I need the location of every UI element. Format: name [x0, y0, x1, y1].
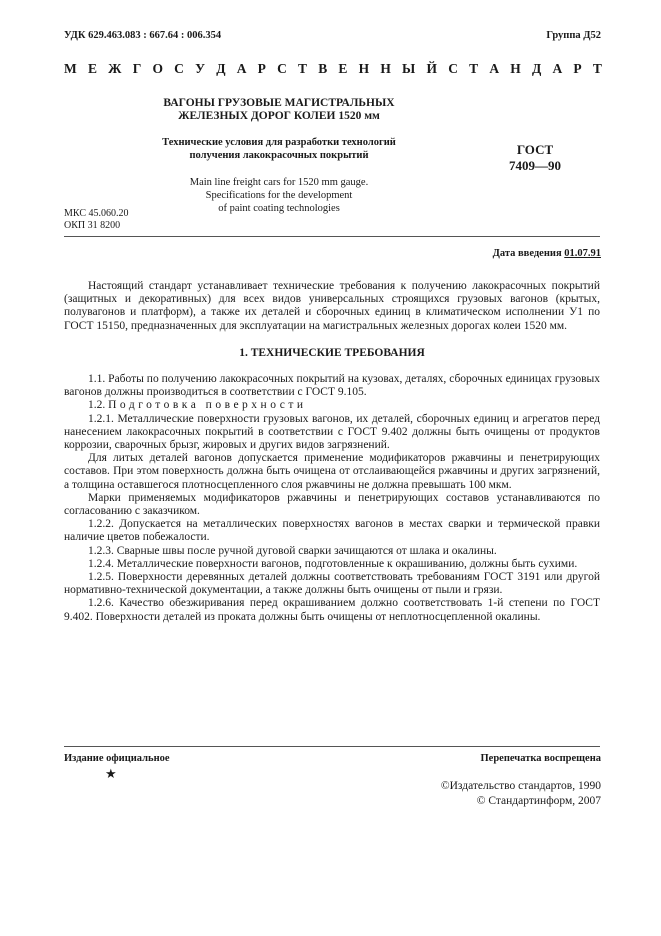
star-icon: ★: [105, 767, 117, 782]
heading-letter: Г: [132, 61, 142, 76]
heading-letter: Т: [592, 61, 602, 76]
heading-letter: Т: [298, 61, 308, 76]
heading-letter: А: [552, 61, 563, 76]
clause-1-2-3: 1.2.3. Сварные швы после ручной дуговой сварки зачищаются от шлака и окалины.: [88, 544, 497, 557]
heading-letter: Р: [573, 61, 582, 76]
heading-letter: С: [174, 61, 184, 76]
heading-letter: Р: [257, 61, 266, 76]
heading-letter: Й: [426, 61, 437, 76]
heading-letter: Ж: [108, 61, 122, 76]
paragraph-modifier-marks: Марки применяемых модификаторов ржавчины и пенетрирующих составов устанавливаются по согласованию с заказчиком.: [64, 491, 600, 518]
heading-letter: У: [195, 61, 206, 76]
heading-letter: Ы: [402, 61, 416, 76]
clause-1-1: 1.1. Работы по получению лакокрасочных покрытий на кузовах, деталях, сборочных единицах грузовых вагонов должны производиться в соответствии с ГОСТ 9.105.: [64, 373, 600, 399]
clause-1-2-5: 1.2.5. Поверхности деревянных деталей должны соответствовать требованиям ГОСТ 3191 или другой нормативно-технической документации, а также должны быть очищены от пыли и грязи.: [64, 571, 600, 597]
heading-letter: С: [448, 61, 458, 76]
english-title: Main line freight cars for 1520 mm gauge. Specifications for the development of paint coating technologies: [189, 177, 369, 214]
footer-divider: [64, 746, 600, 747]
heading-letter: Е: [87, 61, 97, 76]
header-divider: [64, 236, 600, 237]
classification-codes: [64, 208, 128, 231]
reprint-prohibited-label: Перепечатка воспрещена: [480, 753, 601, 764]
group-code: Группа Д52: [546, 30, 601, 41]
okp-code: ОКП 31 8200: [64, 219, 121, 231]
paragraph-cast-parts: Для литых деталей вагонов допускается применение модификаторов ржавчины и пенетрирующих составов. При этом поверхность должна быть очищена от отслаивающейся ржавчины и других загрязнений, а толщина оставшегося плотносцепленного слоя ржавчины не должна превышать 100 мкм.: [64, 452, 600, 491]
heading-letter: Д: [216, 61, 226, 76]
copyright-1990: ©Издательство стандартов, 1990: [440, 780, 601, 792]
official-edition-label: Издание официальное: [64, 753, 170, 764]
interstate-standard-heading: [64, 61, 602, 77]
heading-letter: Н: [358, 61, 370, 76]
document-title: ВАГОНЫ ГРУЗОВЫЕ МАГИСТРАЛЬНЫХ ЖЕЛЕЗНЫХ ДОРОГ КОЛЕИ 1520 мм: [163, 97, 395, 122]
heading-letter: О: [152, 61, 163, 76]
udk-code: УДК 629.463.083 : 667.64 : 006.354: [64, 30, 222, 41]
heading-letter: Д: [531, 61, 542, 76]
heading-letter: С: [277, 61, 287, 76]
mks-code: МКС 45.060.20: [64, 208, 129, 219]
heading-letter: В: [318, 61, 328, 76]
document-body: [64, 270, 600, 624]
introduction-date-value: 01.07.91: [564, 248, 601, 259]
heading-letter: А: [489, 61, 500, 76]
gost-number: ГОСТ 7409—90: [509, 142, 561, 173]
clause-1-2-2: 1.2.2. Допускается на металлических поверхностях вагонов в местах сварки и термической правки наличие цветов побежалости.: [64, 518, 600, 544]
heading-letter: Т: [469, 61, 479, 76]
copyright-2007: © Стандартинформ, 2007: [476, 795, 601, 807]
intro-paragraph: Настоящий стандарт устанавливает технические требования к получению лакокрасочных покрытий (защитных и декоративных) для всех видов универсальных строящихся грузовых вагонов (крытых, полувагонов и платформ), а также их деталей и сборочных единиц в климатическом исполнении У1 по ГОСТ 15150, предназначенных для эксплуатации на магистральных железных дорогах колеи 1520 мм.: [64, 280, 600, 332]
introduction-date: Дата введения 01.07.91: [492, 248, 601, 259]
heading-letter: Н: [510, 61, 521, 76]
heading-letter: А: [236, 61, 247, 76]
clause-1-2-4: 1.2.4. Металлические поверхности вагонов, подготовленные к окрашиванию, должны быть сухими.: [88, 557, 578, 570]
copyright-block: [441, 779, 601, 809]
heading-letter: М: [64, 61, 77, 76]
document-subtitle: Технические условия для разработки технологий получения лакокрасочных покрытий: [162, 137, 396, 161]
clause-1-2-6: 1.2.6. Качество обезжиривания перед окрашиванием должно соответствовать 1-й степени по ГОСТ 9.402. Поверхности деталей из проката должны быть очищены от неплотносцепленной окалины.: [64, 597, 600, 623]
title-block: [64, 97, 494, 215]
heading-letter: Е: [338, 61, 348, 76]
heading-letter: Н: [380, 61, 391, 76]
section-1-heading: 1. ТЕХНИЧЕСКИЕ ТРЕБОВАНИЯ: [239, 346, 425, 359]
clause-1-2-1: 1.2.1. Металлические поверхности грузовых вагонов, их деталей, сборочных единиц и агрегатов перед нанесением лакокрасочных покрытий в соответствии с ГОСТ 9.402 должны быть очищены от продуктов коррозии, сварочных брызг, жировых и других видов загрязнений.: [64, 412, 600, 452]
clause-1-2-heading: 1.2. Подготовка поверхности: [88, 399, 307, 412]
